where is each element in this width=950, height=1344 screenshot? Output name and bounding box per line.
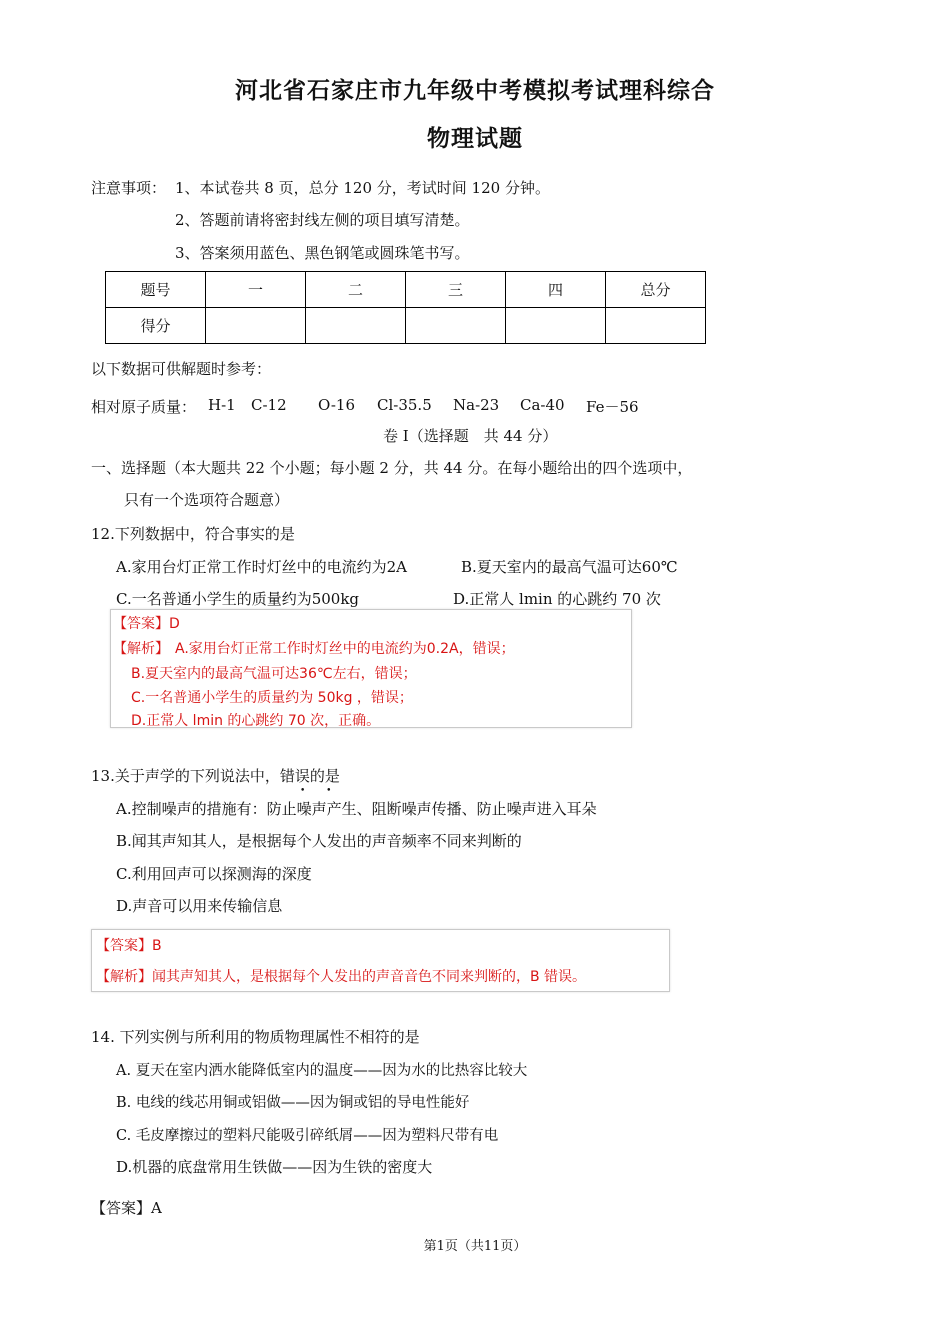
q12-analysis-line: C.一名普通小学生的质量约为 50kg ，错误； [131, 690, 413, 706]
atomic-mass: Ca-40 [520, 396, 565, 414]
q14-option-d: D.机器的底盘常用生铁做——因为生铁的密度大 [116, 1158, 433, 1176]
q14-option-c: C. 毛皮摩擦过的塑料尺能吸引碎纸屑——因为塑料尺带有电 [116, 1128, 499, 1144]
score-table-header: 题号 [106, 272, 206, 308]
q12-analysis-line: B.夏天室内的最高气温可达36℃左右，错误； [131, 666, 417, 682]
score-table-header: 四 [506, 272, 606, 308]
page-title: 河北省石家庄市九年级中考模拟考试理科综合 [235, 77, 715, 104]
atomic-mass: Na-23 [453, 396, 500, 414]
q13-option-d: D.声音可以用来传输信息 [116, 897, 283, 915]
page-subtitle: 物理试题 [427, 125, 523, 152]
q12-analysis-line: D.正常人 lmin 的心跳约 70 次，正确。 [131, 713, 381, 729]
question-13-stem [91, 765, 340, 786]
score-table-header: 一 [206, 272, 306, 308]
q12-answer-box [110, 609, 632, 728]
q13-analysis: 【解析】闻其声知其人，是根据每个人发出的声音音色不同来判断的，B 错误。 [96, 969, 587, 985]
notes-item: 2、答题前请将密封线左侧的项目填写清楚。 [175, 211, 470, 229]
q12-analysis-label: 【解析】 [113, 641, 169, 657]
q13-answer-box [91, 929, 670, 992]
q12-option-c: C.一名普通小学生的质量约为500kg [116, 590, 360, 608]
score-table-header: 三 [406, 272, 506, 308]
q13-stem-after: 的是 [309, 767, 340, 785]
notes-item: 1、本试卷共 8 页，总分 120 分，考试时间 120 分钟。 [175, 179, 550, 197]
q14-option-b: B. 电线的线芯用铜或铝做——因为铜或铝的导电性能好 [116, 1095, 470, 1111]
score-cell[interactable] [206, 308, 306, 344]
reference-label: 相对原子质量： [91, 398, 197, 416]
q14-option-a: A. 夏天在室内洒水能降低室内的温度——因为水的比热容比较大 [116, 1063, 528, 1079]
q13-option-a: A.控制噪声的措施有：防止噪声产生、阻断噪声传播、防止噪声进入耳朵 [116, 800, 597, 818]
q12-option-b: B.夏天室内的最高气温可达60℃ [461, 558, 678, 576]
atomic-mass: C-12 [251, 396, 287, 414]
score-table-header: 二 [306, 272, 406, 308]
score-table-header-row [106, 272, 706, 308]
section-heading-cont: 只有一个选项符合题意） [124, 491, 290, 509]
score-table-header: 总分 [606, 272, 706, 308]
q13-option-b: B.闻其声知其人，是根据每个人发出的声音频率不同来判断的 [116, 832, 522, 850]
score-cell[interactable] [306, 308, 406, 344]
q12-option-a: A.家用台灯正常工作时灯丝中的电流约为2A [116, 558, 407, 576]
volume-title: 卷 I（选择题 共 44 分） [383, 427, 558, 445]
atomic-mass: O-16 [318, 396, 356, 414]
score-table-row [106, 308, 706, 344]
q12-answer: 【答案】D [113, 616, 180, 632]
q13-stem-emphasis: 错误 [279, 767, 310, 785]
q14-answer: 【答案】A [91, 1199, 162, 1217]
atomic-mass: Fe－56 [586, 398, 639, 416]
score-cell[interactable] [406, 308, 506, 344]
notes-item: 3、答案须用蓝色、黑色钢笔或圆珠笔书写。 [175, 244, 470, 262]
score-row-label: 得分 [106, 308, 206, 344]
q13-answer: 【答案】B [96, 938, 162, 954]
section-heading: 一、选择题（本大题共 22 个小题；每小题 2 分，共 44 分。在每小题给出的四个选项中， [91, 459, 693, 477]
question-12-stem: 12.下列数据中，符合事实的是 [91, 525, 295, 543]
question-14-stem: 14. 下列实例与所利用的物质物理属性不相符的是 [91, 1028, 420, 1046]
q12-analysis-line: A.家用台灯正常工作时灯丝中的电流约为0.2A，错误； [175, 641, 515, 657]
notes-label: 注意事项： [91, 179, 167, 197]
emphasis-dots: • • [300, 786, 341, 796]
page-number: 第1页（共11页） [423, 1239, 527, 1254]
q13-stem-before: 13.关于声学的下列说法中， [91, 767, 280, 785]
score-cell[interactable] [506, 308, 606, 344]
score-cell[interactable] [606, 308, 706, 344]
q13-option-c: C.利用回声可以探测海的深度 [116, 865, 312, 883]
atomic-mass: H-1 [208, 396, 236, 414]
score-table [105, 271, 706, 344]
q12-option-d: D.正常人 lmin 的心跳约 70 次 [453, 590, 661, 608]
reference-intro: 以下数据可供解题时参考： [91, 360, 272, 378]
atomic-mass: Cl-35.5 [377, 396, 432, 414]
